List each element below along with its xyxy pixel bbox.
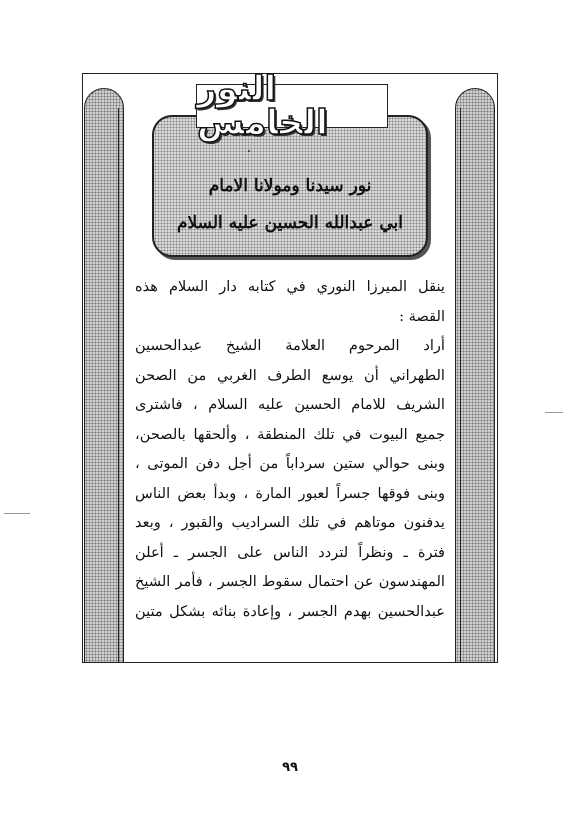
- right-pillar-divider: [460, 108, 461, 663]
- body-line: ينقل الميرزا النوري في كتابه دار السلام هذه: [135, 278, 445, 295]
- body-line: الطهراني أن يوسع الطرف الغربي من الصحن: [135, 366, 445, 384]
- scan-mark-right: [545, 412, 563, 413]
- body-line: وبنى حوالي ستين سرداباً من أجل دفن الموتى ،: [135, 455, 445, 472]
- body-line: أراد المرحوم العلامة الشيخ عبدالحسين: [135, 337, 445, 354]
- body-line: الشريف للامام الحسين عليه السلام ، فاشترى: [135, 396, 445, 413]
- body-line: القصة :: [399, 307, 445, 325]
- ornament-dot: [248, 150, 250, 152]
- chapter-title-box: [196, 69, 388, 143]
- right-pillar-ornament: [455, 88, 495, 663]
- body-line: المهندسون عن احتمال سقوط الجسر ، فأمر الشيخ: [135, 573, 445, 590]
- chapter-title: النور الخامس: [197, 69, 328, 143]
- body-line: وبنى فوقها جسراً لعبور المارة ، وبدأ بعض الناس: [135, 484, 445, 502]
- body-line: عبدالحسين بهدم الجسر ، وإعادة بنائه بشكل متين: [135, 602, 445, 620]
- subtitle-line-2: ابي عبدالله الحسين عليه السلام: [176, 213, 403, 233]
- left-pillar-divider: [118, 108, 119, 663]
- body-line: فترة ـ ونظراً لتردد الناس على الجسر ـ أعلن: [135, 543, 445, 561]
- scan-mark-left: [4, 513, 30, 514]
- body-line: يدفنون موتاهم في تلك السراديب والقبور ، وبعد: [135, 514, 445, 531]
- body-text: [135, 272, 445, 626]
- body-line: جميع البيوت في تلك المنطقة ، وألحقها بالصحن،: [135, 425, 445, 443]
- page-number: ٩٩: [282, 760, 298, 775]
- subtitle-line-1: نور سيدنا ومولانا الامام: [208, 176, 372, 196]
